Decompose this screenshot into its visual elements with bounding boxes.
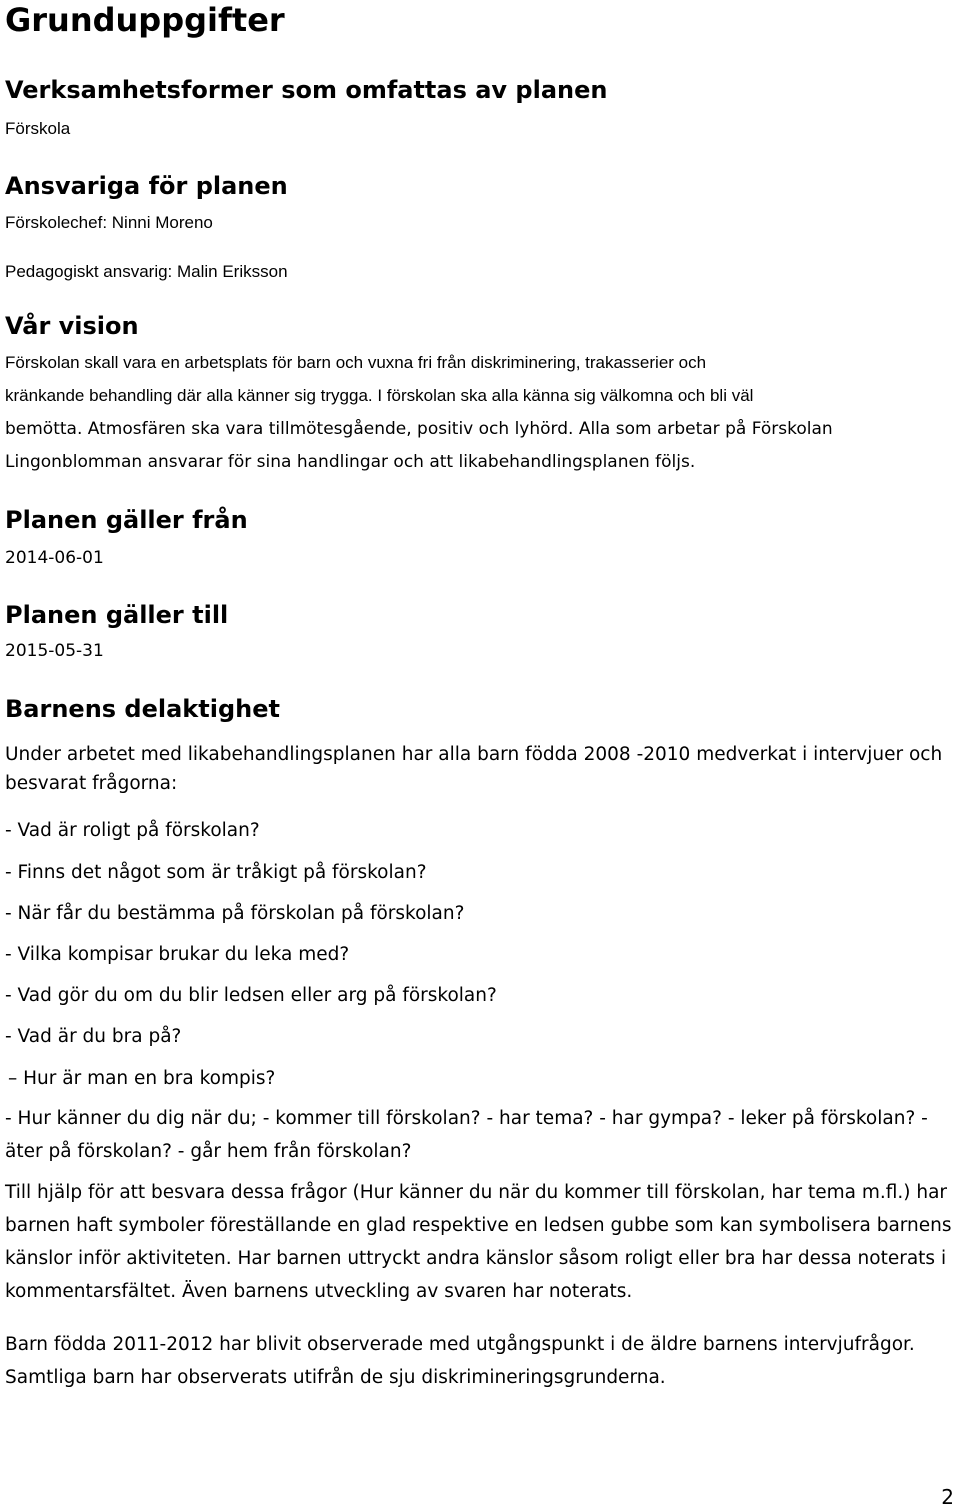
heading-planen-galler-till: Planen gäller till (5, 601, 229, 629)
heading-ansvariga: Ansvariga för planen (5, 172, 288, 200)
question-item: - När får du bestämma på förskolan på förskolan? (5, 903, 465, 924)
question-item: - Hur känner du dig när du; - kommer till förskolan? - har tema? - har gympa? - leker på förskolan? - (5, 1108, 928, 1129)
heading-planen-galler-fran: Planen gäller från (5, 506, 248, 534)
vision-line: kränkande behandling där alla känner sig trygga. I förskolan ska alla känna sig välkomna och bli väl (5, 386, 754, 405)
vision-line: bemötta. Atmosfären ska vara tillmötesgående, positiv och lyhörd. Alla som arbetar på Förskolan (5, 419, 833, 439)
vision-line: Förskolan skall vara en arbetsplats för barn och vuxna fri från diskriminering, trakasserier och (5, 353, 707, 372)
paragraph-line: känslor inför aktiviteten. Har barnen uttryckt andra känslor såsom roligt eller bra har dessa noterats i (5, 1248, 947, 1269)
paragraph-line: Barn födda 2011-2012 har blivit observerade med utgångspunkt i de äldre barnens intervjufrågor. (5, 1334, 915, 1355)
intro-line: besvarat frågorna: (5, 773, 178, 794)
question-item: - Vad är roligt på förskolan? (5, 820, 260, 841)
start-date: 2014-06-01 (5, 548, 104, 568)
heading-verksamhetsformer: Verksamhetsformer som omfattas av planen (5, 76, 608, 104)
forskolechef-line: Förskolechef: Ninni Moreno (5, 213, 213, 232)
paragraph-line: kommentarsfältet. Även barnens utveckling av svaren har noterats. (5, 1281, 633, 1302)
paragraph-line: Till hjälp för att besvara dessa frågor (Hur känner du när du kommer till förskolan, har tema m.fl.) har (5, 1182, 948, 1203)
question-item: - Vilka kompisar brukar du leka med? (5, 944, 350, 965)
vision-line: Lingonblomman ansvarar för sina handlingar och att likabehandlingsplanen följs. (5, 452, 696, 472)
pedagogiskt-ansvarig-line: Pedagogiskt ansvarig: Malin Eriksson (5, 262, 288, 281)
question-item: - Vad är du bra på? (5, 1026, 182, 1047)
page-number: 2 (941, 1485, 954, 1509)
paragraph-line: Samtliga barn har observerats utifrån de sju diskrimineringsgrunderna. (5, 1367, 666, 1388)
intro-line: Under arbetet med likabehandlingsplanen har alla barn födda 2008 -2010 medverkat i intervjuer och (5, 744, 943, 765)
heading-var-vision: Vår vision (5, 312, 139, 340)
verksamhetsform-value: Förskola (5, 119, 71, 138)
question-item: – Hur är man en bra kompis? (8, 1068, 276, 1089)
end-date: 2015-05-31 (5, 641, 104, 661)
question-item: äter på förskolan? - går hem från förskolan? (5, 1141, 412, 1162)
question-item: - Vad gör du om du blir ledsen eller arg på förskolan? (5, 985, 497, 1006)
page-title: Grunduppgifter (5, 1, 285, 39)
heading-barnens-delaktighet: Barnens delaktighet (5, 695, 280, 723)
question-item: - Finns det något som är tråkigt på förskolan? (5, 862, 427, 883)
paragraph-line: barnen haft symboler föreställande en glad respektive en ledsen gubbe som kan symbolisera barnens (5, 1215, 952, 1236)
